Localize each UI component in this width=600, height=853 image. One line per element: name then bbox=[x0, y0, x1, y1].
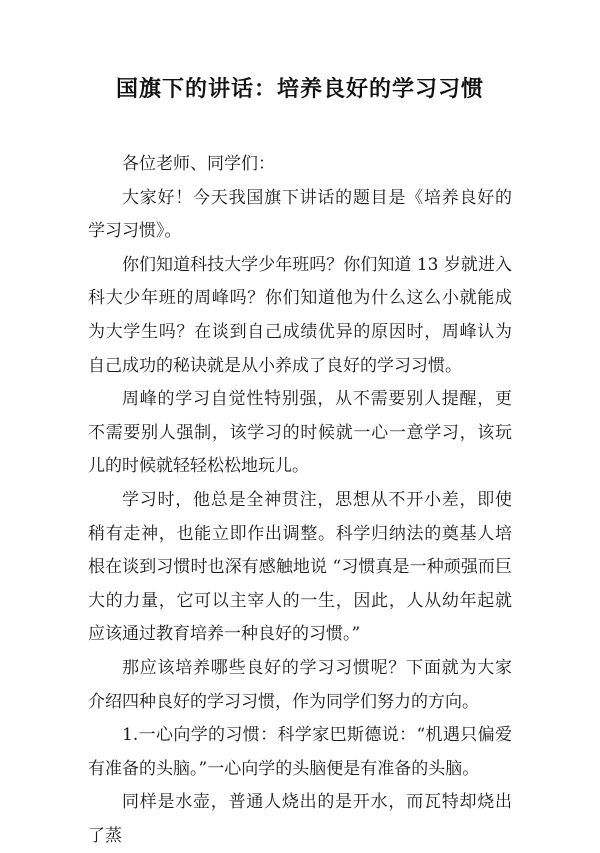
document-body bbox=[88, 148, 512, 853]
paragraph-greeting: 各位老师、同学们： bbox=[122, 154, 275, 174]
document-title: 国旗下的讲话：培养良好的学习习惯 bbox=[115, 77, 484, 102]
paragraph-bacon-quote: 学习时，他总是全神贯注，思想从不开小差，即使稍有走神，也能立即作出调整。科学归纳法的奠基人培根在谈到习惯时也深有感触地说 “习惯真是一种顽强而巨大的力量，它可以主宰人的一生，因此，人从幼年起就应该通过教育培养一种良好的习惯。” bbox=[88, 489, 512, 645]
paragraph-self-discipline: 周峰的学习自觉性特别强，从不需要别人提醒，更不需要别人强制，该学习的时候就一心一意学习，该玩儿的时候就轻轻松松地玩儿。 bbox=[88, 389, 512, 477]
paragraph-watt: 同样是水壶，普通人烧出的是开水，而瓦特却烧出了蒸 bbox=[88, 792, 512, 846]
paragraph-intro: 大家好！今天我国旗下讲话的题目是《培养良好的学习习惯》。 bbox=[88, 187, 512, 242]
paragraph-zhoufeng-question: 你们知道科技大学少年班吗？你们知道 13 岁就进入科大少年班的周峰吗？你们知道他为什么这么小就能成为大学生吗？在谈到自己成绩优异的原因时，周峰认为自己成功的秘诀就是从小养成了良好的学习习惯。 bbox=[88, 254, 512, 376]
paragraph-habit-one: 1.一心向学的习惯：科学家巴斯德说：“机遇只偏爱有准备的头脑。”一心向学的头脑便是有准备的头脑。 bbox=[88, 725, 512, 779]
paragraph-four-habits: 那应该培养哪些良好的学习习惯呢？下面就为大家介绍四种良好的学习习惯，作为同学们努力的方向。 bbox=[88, 657, 512, 712]
